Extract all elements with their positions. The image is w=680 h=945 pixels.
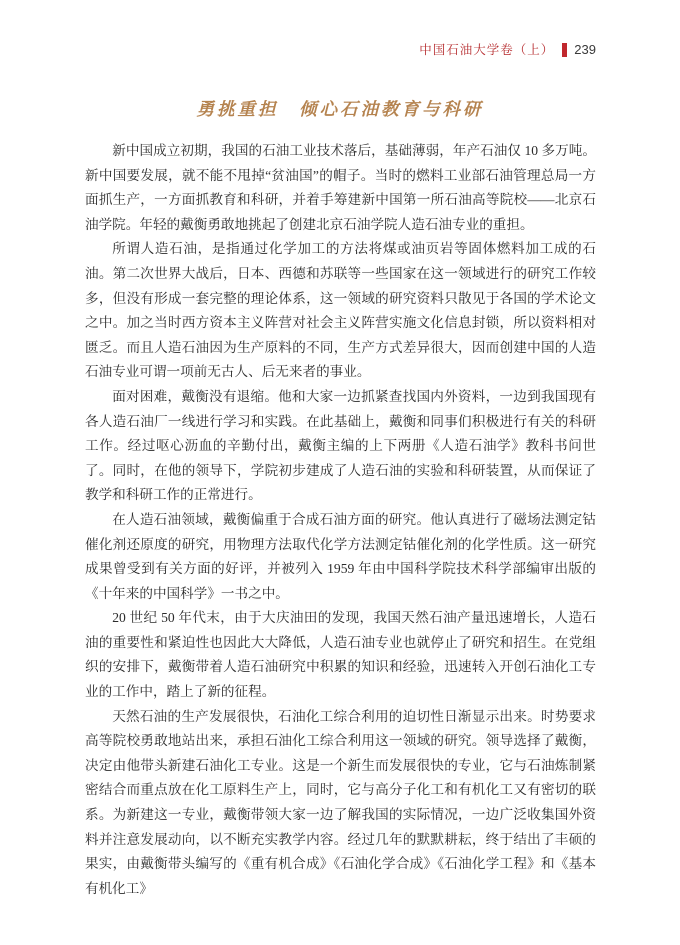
header-book-title: 中国石油大学卷（上）	[419, 43, 555, 57]
header-divider-bar-icon	[562, 43, 567, 57]
paragraph-1: 新中国成立初期，我国的石油工业技术落后，基础薄弱，年产石油仅 10 多万吨。新中国要发展，就不能不甩掉“贫油国”的帽子。当时的燃料工业部石油管理总局一方面抓生产，一方面抓教育和科研，并着手筹建新中国第一所石油高等院校——北京石油学院。年轻的戴衡勇敢地挑起了创建北京石油学院人造石油专业的重担。	[85, 143, 596, 232]
paragraph-3: 面对困难，戴衡没有退缩。他和大家一边抓紧查找国内外资料，一边到我国现有各人造石油厂一线进行学习和实践。在此基础上，戴衡和同事们积极进行有关的科研工作。经过呕心沥血的辛勤付出，戴衡主编的上下两册《人造石油学》教科书问世了。同时，在他的领导下，学院初步建成了人造石油的实验和科研装置，从而保证了教学和科研工作的正常进行。	[85, 388, 596, 503]
paragraph-4: 在人造石油领域，戴衡偏重于合成石油方面的研究。他认真进行了磁场法测定钴催化剂还原度的研究，用物理方法取代化学方法测定钴催化剂的化学性质。这一研究成果曾受到有关方面的好评，并被列入 1959 年由中国科学院技术科学部编审出版的《十年来的中国科学》一书之中。	[85, 511, 596, 601]
paragraph-6: 天然石油的生产发展很快，石油化工综合利用的迫切性日渐显示出来。时势要求高等院校勇敢地站出来，承担石油化工综合利用这一领域的研究。领导选择了戴衡，决定由他带头新建石油化工专业。这是一个新生而发展很快的专业，它与石油炼制紧密结合而重点放在化工原料生产上，同时，它与高分子化工和有机化工又有密切的联系。为新建这一专业，戴衡带领大家一边了解我国的实际情况，一边广泛收集国外资料并注意发展动向，以不断充实教学内容。经过几年的默默耕耘，终于结出了丰硕的果实，由戴衡带头编写的《重有机合成》《石油化学合成》《石油化学工程》和《基本有机化工》	[85, 708, 596, 896]
header-page-number: 239	[574, 42, 596, 57]
paragraph-5: 20 世纪 50 年代末，由于大庆油田的发现，我国天然石油产量迅速增长，人造石油的重要性和紧迫性也因此大大降低，人造石油专业也就停止了研究和招生。在党组织的安排下，戴衡带着人造石油研究中积累的知识和经验，迅速转入开创石油化工专业的工作中，踏上了新的征程。	[85, 610, 596, 700]
article-title: 勇挑重担 倾心石油教育与科研	[196, 99, 484, 119]
article-body	[85, 139, 596, 901]
paragraph-2: 所谓人造石油，是指通过化学加工的方法将煤或油页岩等固体燃料加工成的石油。第二次世界大战后，日本、西德和苏联等一些国家在这一领域进行的研究工作较多，但没有形成一套完整的理论体系，这一领域的研究资料只散见于各国的学术论文之中。加之当时西方资本主义阵营对社会主义阵营实施文化信息封锁，所以资料相对匮乏。而且人造石油因为生产原料的不同，生产方式差异很大，因而创建中国的人造石油专业可谓一项前无古人、后无来者的事业。	[85, 241, 596, 380]
running-header	[419, 41, 596, 59]
